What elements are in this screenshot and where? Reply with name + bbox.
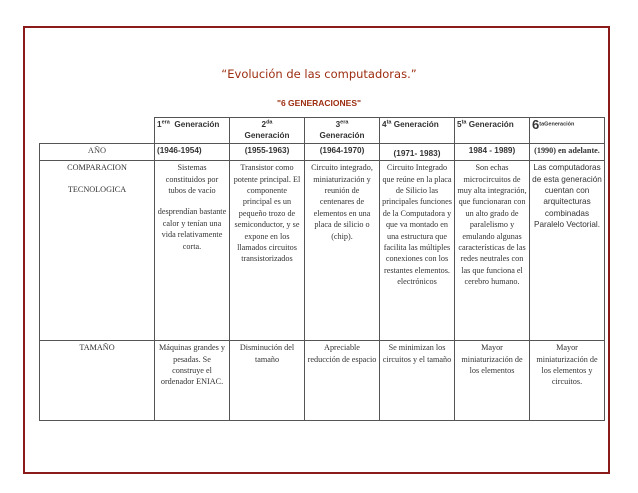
header-gen-4: $4^{ta}$ Generación	[380, 118, 455, 144]
document-title: “Evolución de las computadoras.”	[221, 67, 417, 81]
header-gen-5: $5^{ta}$ Generación	[455, 118, 530, 144]
size-gen-6: Mayor miniaturización de los elementos y circuitos.	[530, 341, 605, 421]
header-gen-2: $2^{da}$ Generación	[230, 118, 305, 144]
size-gen-1: Máquinas grandes y pesadas. Se construye el ordenador ENIAC.	[155, 341, 230, 421]
header-gen-3: $3^{era}$ Generación	[305, 118, 380, 144]
size-row-label: TAMAÑO	[40, 341, 155, 421]
comparison-gen-4: Circuito Integrado que reúne en la placa de Silicio las principales funciones de la Computadora y que va montado en una estructura que facilita las múltiples conexiones con los restantes elementos. electrónicos	[380, 161, 455, 341]
comparison-gen-1: Sistemas constituidos por tubos de vacío desprendían bastante calor y tenían una vida relativamente corta.	[155, 161, 230, 341]
comparison-row	[40, 161, 605, 341]
size-gen-2: Disminución del tamaño	[230, 341, 305, 421]
generations-table	[39, 117, 605, 421]
year-gen-6: (1990) en adelante.	[530, 143, 605, 160]
comparison-gen-2: Transistor como potente principal. El componente principal es un pequeño trozo de semiconductor, y se expone en los llamados circuitos transistorizados	[230, 161, 305, 341]
comparison-gen-3: Circuito integrado, miniaturización y reunión de centenares de elementos en una placa de silicio o (chip).	[305, 161, 380, 341]
comparison-gen-6: Las computadoras de esta generación cuentan con arquitecturas combinadas Paralelo Vectorial.	[530, 161, 605, 341]
size-gen-5: Mayor miniaturización de los elementos	[455, 341, 530, 421]
size-row	[40, 341, 605, 421]
header-row	[40, 118, 605, 144]
comparison-row-label: COMPARACION TECNOLOGICA	[40, 161, 155, 341]
year-row-label: AÑO	[40, 143, 155, 160]
year-row	[40, 143, 605, 160]
size-gen-4: Se minimizan los circuitos y el tamaño	[380, 341, 455, 421]
comparison-gen-5: Son echas microcircuitos de muy alta integración, que funcionaran con un alto grado de paralelismo y emulando algunas características de las redes neutrales con las que funciona el cerebro humano.	[455, 161, 530, 341]
header-gen-1: $1^{era}$ Generación	[155, 118, 230, 144]
year-gen-3: (1964-1970)	[305, 143, 380, 160]
header-corner	[40, 118, 155, 144]
year-gen-2: (1955-1963)	[230, 143, 305, 160]
header-gen-6: $6^{taGeneración}$	[530, 118, 605, 144]
year-gen-1: (1946-1954)	[155, 143, 230, 160]
year-gen-4: (1971- 1983)	[380, 143, 455, 160]
size-gen-3: Apreciable reducción de espacio	[305, 341, 380, 421]
document-subtitle: "6 GENERACIONES"	[276, 98, 362, 108]
year-gen-5: 1984 - 1989)	[455, 143, 530, 160]
